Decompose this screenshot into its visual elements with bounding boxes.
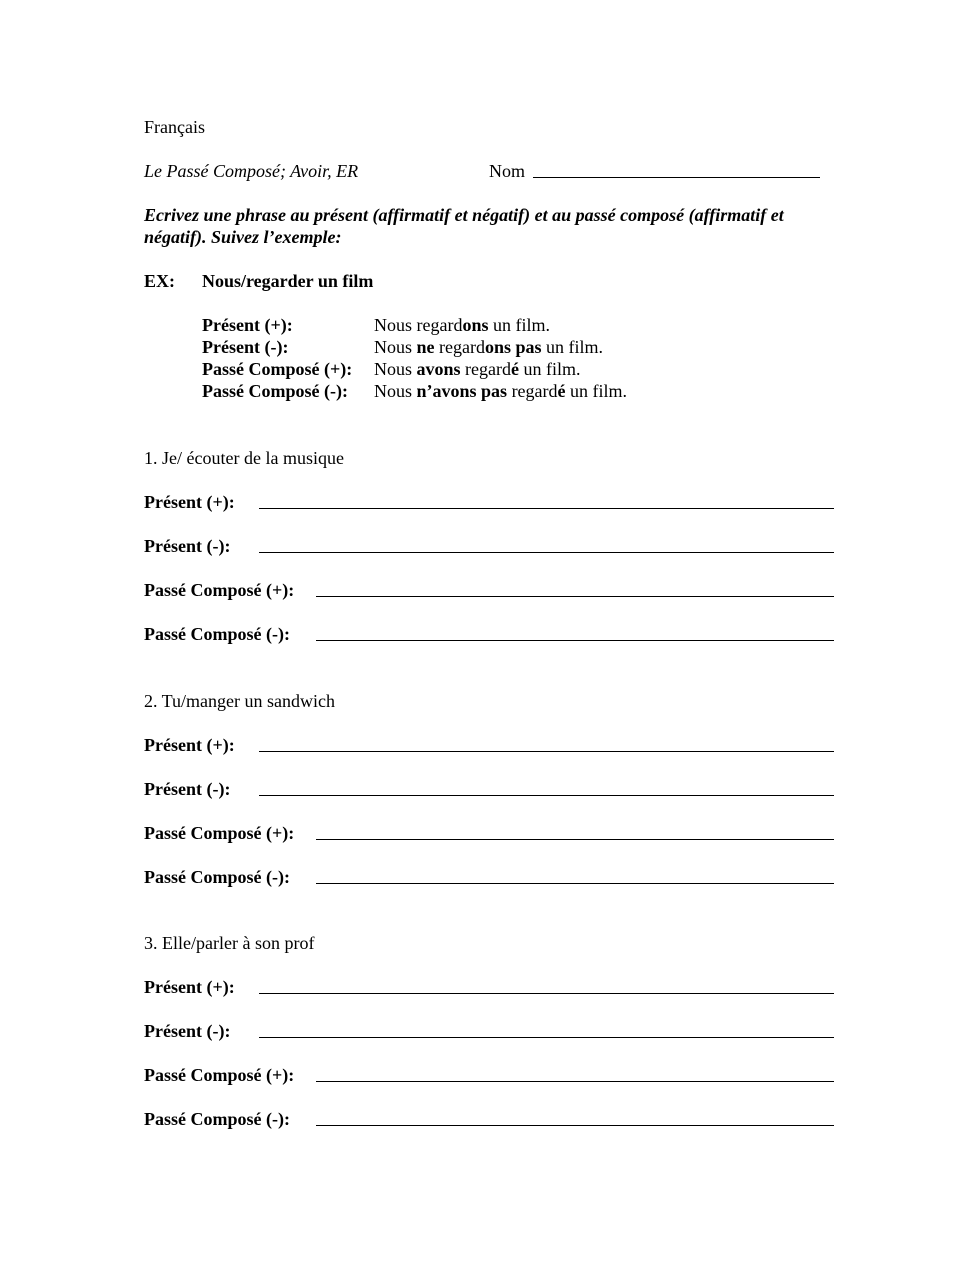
passe-compose-positive-answer-line[interactable] [316,1081,834,1082]
present-positive-answer-line[interactable] [259,751,834,752]
worksheet-title: Le Passé Composé; Avoir, ER [144,161,359,181]
passe-compose-positive-label: Passé Composé (+): [144,823,295,843]
passe-compose-positive-label: Passé Composé (+): [144,580,295,600]
example-label: EX: [144,271,175,291]
name-label: Nom [489,161,525,181]
present-positive-label: Présent (+): [144,735,235,755]
present-positive-label: Présent (+): [144,492,235,512]
passe-compose-negative-label: Passé Composé (-): [144,867,290,887]
present-negative-label: Présent (-): [144,779,231,799]
passe-compose-positive-answer-line[interactable] [316,596,834,597]
present-negative-answer-line[interactable] [259,1037,834,1038]
example-prompt: Nous/regarder un film [202,271,374,291]
passe-compose-positive-answer-line[interactable] [316,839,834,840]
name-blank[interactable] [533,177,820,178]
example-row-label: Présent (+): [202,315,293,335]
example-row-label: Présent (-): [202,337,289,357]
passe-compose-negative-answer-line[interactable] [316,883,834,884]
example-row-sentence: Nous ne regardons pas un film. [374,337,604,357]
instructions: Ecrivez une phrase au présent (affirmatif et négatif) et au passé composé (affirmatif et négatif). Suivez l’exemple: [144,205,784,247]
passe-compose-negative-label: Passé Composé (-): [144,1109,290,1129]
present-negative-answer-line[interactable] [259,552,834,553]
question-title: 1. Je/ écouter de la musique [144,448,344,468]
passe-compose-negative-answer-line[interactable] [316,1125,834,1126]
example-row-sentence: Nous regardons un film. [374,315,550,335]
present-negative-label: Présent (-): [144,1021,231,1041]
present-positive-label: Présent (+): [144,977,235,997]
example-row-sentence: Nous avons regardé un film. [374,359,581,379]
passe-compose-negative-answer-line[interactable] [316,640,834,641]
subject-heading: Français [144,117,205,137]
example-row-label: Passé Composé (+): [202,359,353,379]
present-positive-answer-line[interactable] [259,993,834,994]
example-row-sentence: Nous n’avons pas regardé un film. [374,381,628,401]
question-title: 2. Tu/manger un sandwich [144,691,335,711]
passe-compose-negative-label: Passé Composé (-): [144,624,290,644]
question-title: 3. Elle/parler à son prof [144,933,315,953]
present-negative-label: Présent (-): [144,536,231,556]
present-negative-answer-line[interactable] [259,795,834,796]
present-positive-answer-line[interactable] [259,508,834,509]
example-row-label: Passé Composé (-): [202,381,348,401]
passe-compose-positive-label: Passé Composé (+): [144,1065,295,1085]
